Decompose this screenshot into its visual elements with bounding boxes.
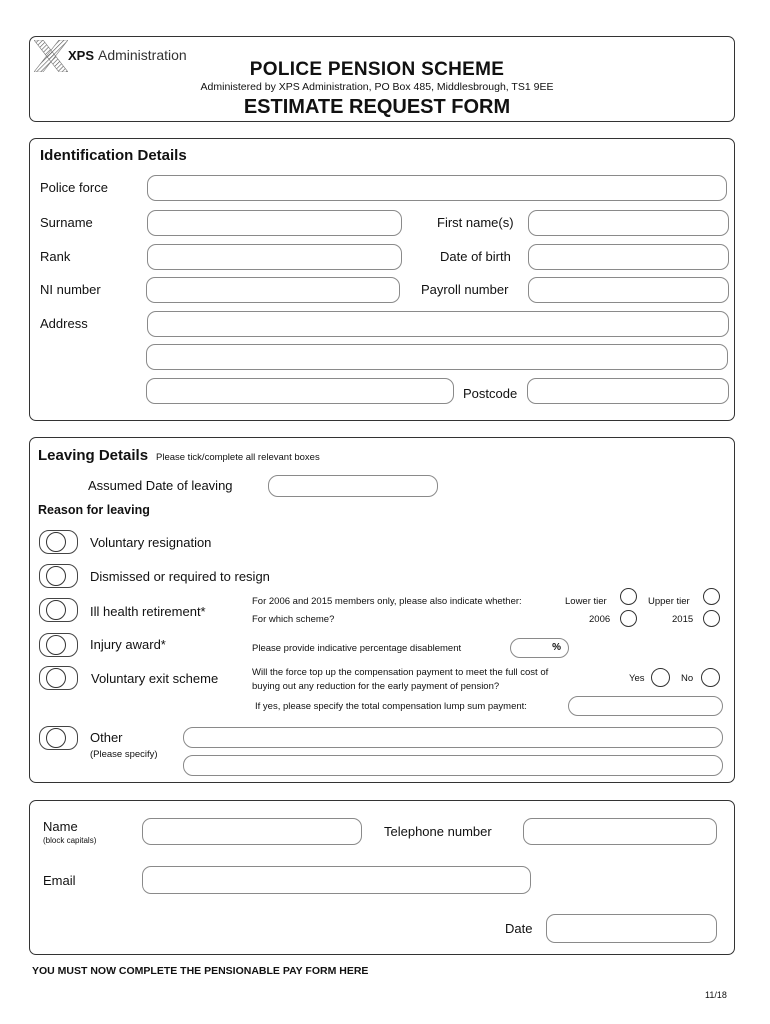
scheme-2006-radio[interactable] (620, 610, 637, 627)
yes-radio[interactable] (651, 668, 670, 687)
voluntary-exit-label: Voluntary exit scheme (91, 671, 219, 686)
form-title: ESTIMATE REQUEST FORM (243, 96, 511, 118)
address-line1-input[interactable] (147, 311, 729, 337)
police-force-label: Police force (40, 180, 108, 195)
date-label: Date (505, 921, 533, 936)
other-checkbox[interactable] (39, 726, 78, 750)
scheme-2006-label: 2006 (589, 614, 611, 625)
percent-symbol: % (552, 642, 561, 653)
address-line3-input[interactable] (146, 378, 454, 404)
ill-health-note: For 2006 and 2015 members only, please also indicate whether: (252, 596, 522, 607)
exit-question-line1: Will the force top up the compensation payment to meet the full cost of (252, 667, 549, 678)
assumed-date-input[interactable] (268, 475, 438, 497)
rank-input[interactable] (147, 244, 402, 270)
other-label: Other (90, 730, 123, 745)
logo-text: XPS (68, 48, 95, 63)
assumed-date-label: Assumed Date of leaving (88, 478, 233, 493)
address-line2-input[interactable] (146, 344, 728, 370)
leaving-heading-note: Please tick/complete all relevant boxes (156, 452, 320, 463)
email-input[interactable] (142, 866, 531, 894)
dob-input[interactable] (528, 244, 729, 270)
logo-subtext: Administration (98, 47, 187, 63)
please-specify-label: (Please specify) (90, 749, 158, 760)
injury-award-checkbox[interactable] (39, 633, 78, 657)
payroll-input[interactable] (528, 277, 729, 303)
postcode-input[interactable] (527, 378, 729, 404)
name-input[interactable] (142, 818, 362, 845)
other-specify-input-2[interactable] (183, 755, 723, 776)
lump-sum-label: If yes, please specify the total compensation lump sum payment: (255, 701, 527, 712)
surname-input[interactable] (147, 210, 402, 236)
date-input[interactable] (546, 914, 717, 943)
lump-sum-input[interactable] (568, 696, 723, 716)
form-version: 11/18 (705, 990, 727, 1000)
no-label: No (681, 673, 694, 684)
ill-health-label: Ill health retirement* (90, 604, 206, 619)
dob-label: Date of birth (440, 249, 511, 264)
ni-input[interactable] (146, 277, 400, 303)
police-force-input[interactable] (147, 175, 727, 201)
exit-question-line2: buying out any reduction for the early payment of pension? (252, 681, 500, 692)
postcode-label: Postcode (463, 386, 518, 401)
ni-label: NI number (40, 282, 101, 297)
lower-tier-radio[interactable] (620, 588, 637, 605)
block-capitals-note: (block capitals) (43, 836, 97, 845)
admin-line: Administered by XPS Administration, PO Box 485, Middlesbrough, TS1 9EE (200, 81, 554, 93)
voluntary-exit-checkbox[interactable] (39, 666, 78, 690)
yes-label: Yes (629, 673, 645, 684)
footer-instruction[interactable]: YOU MUST NOW COMPLETE THE PENSIONABLE PAY FORM HERE (32, 965, 369, 977)
page-title: POLICE PENSION SCHEME (249, 59, 505, 80)
voluntary-resignation-checkbox[interactable] (39, 530, 78, 554)
other-specify-input-1[interactable] (183, 727, 723, 748)
first-names-input[interactable] (528, 210, 729, 236)
scheme-2015-label: 2015 (672, 614, 694, 625)
address-label: Address (40, 316, 88, 331)
reason-heading: Reason for leaving (38, 503, 150, 517)
dismissed-label: Dismissed or required to resign (90, 569, 270, 584)
which-scheme-label: For which scheme? (252, 614, 335, 625)
first-names-label: First name(s) (437, 215, 514, 230)
surname-label: Surname (40, 215, 93, 230)
scheme-2015-radio[interactable] (703, 610, 720, 627)
rank-label: Rank (40, 249, 71, 264)
lower-tier-label: Lower tier (565, 596, 607, 607)
leaving-heading: Leaving Details (38, 447, 149, 464)
email-label: Email (43, 873, 76, 888)
disablement-percent-input[interactable] (510, 638, 569, 658)
dismissed-checkbox[interactable] (39, 564, 78, 588)
upper-tier-label: Upper tier (648, 596, 690, 607)
telephone-input[interactable] (523, 818, 717, 845)
upper-tier-radio[interactable] (703, 588, 720, 605)
voluntary-resignation-label: Voluntary resignation (90, 535, 212, 550)
injury-award-label: Injury award* (90, 637, 166, 652)
payroll-label: Payroll number (421, 282, 509, 297)
name-label: Name (43, 819, 78, 834)
injury-note: Please provide indicative percentage disablement (252, 643, 462, 654)
ill-health-checkbox[interactable] (39, 598, 78, 622)
telephone-label: Telephone number (384, 824, 492, 839)
no-radio[interactable] (701, 668, 720, 687)
identification-heading: Identification Details (40, 147, 187, 164)
